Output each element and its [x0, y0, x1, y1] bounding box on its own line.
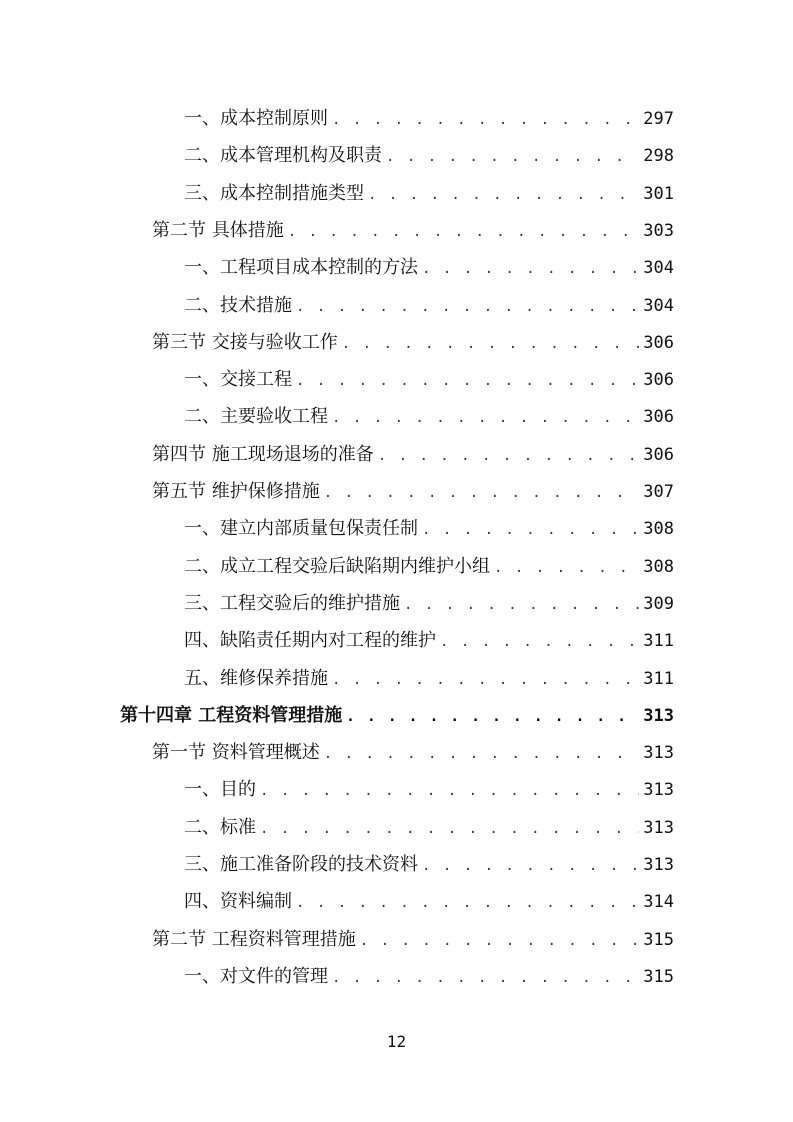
toc-subsection-entry[interactable] — [184, 548, 674, 585]
toc-entry-page: 298 — [643, 146, 674, 167]
toc-subsection-entry[interactable] — [184, 771, 674, 808]
dot-leader — [368, 177, 639, 214]
toc-subsection-entry[interactable] — [184, 137, 674, 174]
toc-entry-page: 301 — [643, 183, 674, 204]
toc-subsection-entry[interactable] — [184, 398, 674, 435]
toc-entry-page: 313 — [643, 743, 674, 764]
toc-entry-page: 308 — [643, 519, 674, 540]
toc-entry-title: 一、目的 — [184, 779, 256, 801]
toc-section-entry[interactable] — [152, 921, 674, 958]
toc-entry-page: 304 — [643, 258, 674, 279]
toc-subsection-entry[interactable] — [184, 809, 674, 846]
dot-leader — [288, 214, 640, 251]
dot-leader — [422, 512, 639, 549]
dot-leader — [296, 363, 639, 400]
toc-entry-page: 307 — [643, 482, 674, 502]
toc-entry-page: 304 — [643, 295, 674, 316]
dot-leader — [342, 326, 640, 363]
toc-entry-title: 四、缺陷责任期内对工程的维护 — [184, 630, 436, 652]
toc-entry-page: 311 — [643, 631, 674, 652]
dot-leader — [378, 438, 640, 475]
page-number: 12 — [386, 1032, 407, 1051]
toc-entry-title: 三、成本控制措施类型 — [184, 182, 364, 204]
toc-entry-title: 第一节 资料管理概述 — [152, 742, 320, 764]
toc-entry-page: 311 — [643, 668, 674, 689]
toc-entry-title: 一、建立内部质量包保责任制 — [184, 518, 418, 540]
toc-subsection-entry[interactable] — [184, 287, 674, 324]
toc-entry-page: 306 — [643, 407, 674, 428]
toc-entry-page: 313 — [643, 855, 674, 875]
dot-leader — [324, 475, 640, 512]
toc-entry-title: 第二节 具体措施 — [152, 219, 284, 241]
dot-leader — [386, 139, 639, 176]
toc-subsection-entry[interactable] — [184, 361, 674, 398]
toc-entry-page: 297 — [643, 109, 674, 129]
toc-section-entry[interactable] — [152, 436, 674, 473]
toc-entry-title: 二、成本管理机构及职责 — [184, 145, 382, 167]
toc-entry-page: 303 — [643, 220, 674, 241]
dot-leader — [332, 400, 639, 437]
dot-leader — [346, 699, 639, 736]
dot-leader — [332, 960, 639, 997]
toc-entry-title: 二、主要验收工程 — [184, 406, 328, 428]
toc-entry-title: 第十四章 工程资料管理措施 — [120, 704, 343, 726]
toc-entry-title: 二、标准 — [184, 816, 256, 838]
dot-leader — [332, 102, 639, 139]
toc-entry-title: 第五节 维护保修措施 — [152, 481, 320, 502]
toc-entry-page: 314 — [643, 892, 674, 913]
dot-leader — [422, 251, 639, 288]
toc-entry-title: 三、施工准备阶段的技术资料 — [184, 854, 418, 875]
toc-entry-title: 二、成立工程交验后缺陷期内维护小组 — [184, 555, 490, 577]
toc-entry-page: 313 — [643, 705, 674, 726]
toc-entry-title: 一、工程项目成本控制的方法 — [184, 257, 418, 279]
dot-leader — [360, 923, 640, 960]
toc-section-entry[interactable] — [152, 212, 674, 249]
toc-entry-title: 一、成本控制原则 — [184, 108, 328, 129]
toc-subsection-entry[interactable] — [184, 100, 674, 137]
toc-subsection-entry[interactable] — [184, 958, 674, 995]
toc-entry-page: 313 — [643, 780, 674, 801]
toc-subsection-entry[interactable] — [184, 175, 674, 212]
toc-entry-title: 四、资料编制 — [184, 891, 292, 913]
toc-entry-page: 315 — [643, 966, 674, 987]
toc-entry-page: 313 — [643, 817, 674, 838]
toc-subsection-entry[interactable] — [184, 660, 674, 697]
toc-entry-title: 一、对文件的管理 — [184, 965, 328, 987]
dot-leader — [332, 662, 639, 699]
toc-entry-page: 306 — [643, 370, 674, 391]
toc-entry-title: 第三节 交接与验收工作 — [152, 331, 338, 353]
toc-chapter-entry[interactable] — [120, 697, 674, 734]
toc-subsection-entry[interactable] — [184, 585, 674, 622]
toc-section-entry[interactable] — [152, 473, 674, 510]
toc-entry-title: 第四节 施工现场退场的准备 — [152, 443, 374, 465]
toc-entry-page: 306 — [643, 444, 674, 465]
dot-leader — [324, 736, 640, 773]
dot-leader — [260, 811, 639, 848]
dot-leader — [404, 587, 639, 624]
dot-leader — [494, 550, 639, 587]
dot-leader — [440, 624, 639, 661]
dot-leader — [422, 848, 639, 885]
toc-entry-title: 一、交接工程 — [184, 369, 292, 391]
toc-entry-title: 二、技术措施 — [184, 294, 292, 316]
toc-entry-title: 第二节 工程资料管理措施 — [152, 928, 356, 950]
toc-entry-page: 306 — [643, 332, 674, 353]
toc-entry-title: 五、维修保养措施 — [184, 667, 328, 689]
toc-subsection-entry[interactable] — [184, 846, 674, 883]
toc-section-entry[interactable] — [152, 324, 674, 361]
toc-section-entry[interactable] — [152, 734, 674, 771]
dot-leader — [260, 773, 639, 810]
toc-entry-page: 315 — [643, 929, 674, 950]
toc-entry-title: 三、工程交验后的维护措施 — [184, 592, 400, 614]
toc-subsection-entry[interactable] — [184, 510, 674, 547]
toc-subsection-entry[interactable] — [184, 883, 674, 920]
toc-subsection-entry[interactable] — [184, 622, 674, 659]
toc-subsection-entry[interactable] — [184, 249, 674, 286]
dot-leader — [296, 885, 639, 922]
toc-entry-page: 309 — [643, 593, 674, 614]
dot-leader — [296, 289, 639, 326]
toc-entry-page: 308 — [643, 556, 674, 577]
